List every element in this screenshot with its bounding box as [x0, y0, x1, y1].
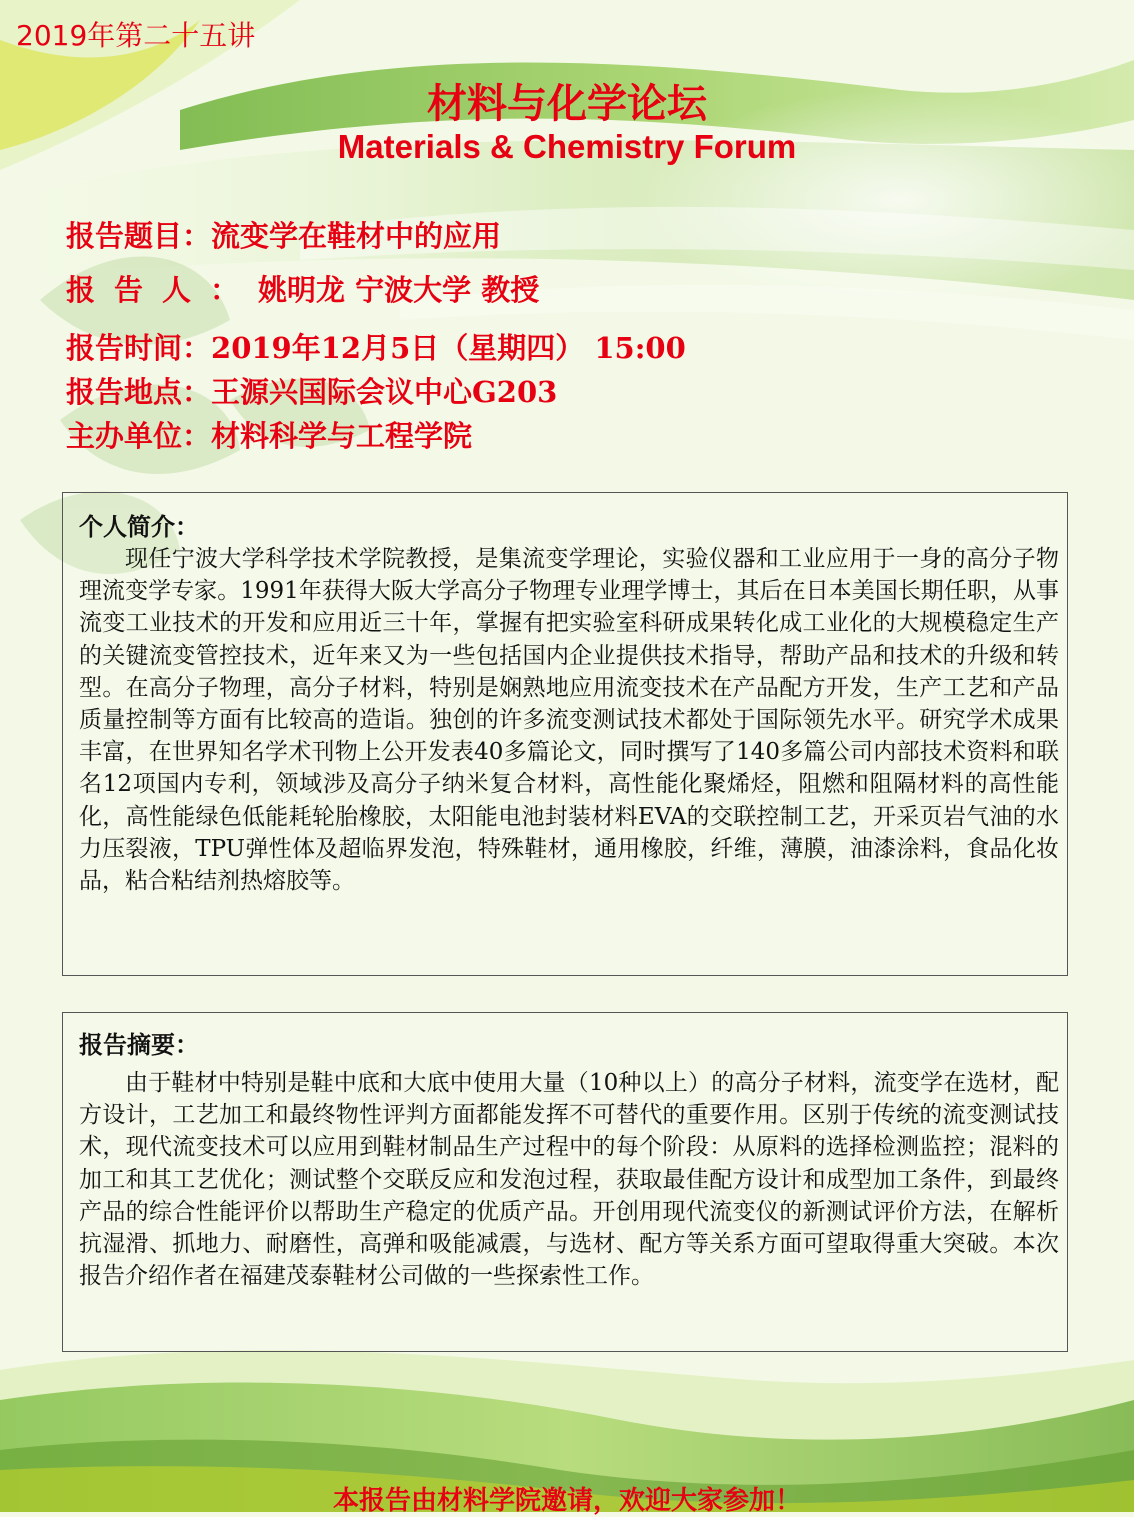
place-value: 王源兴国际会议中心G203 [211, 375, 558, 409]
bio-heading: 个人简介： [79, 513, 199, 541]
host-label: 主办单位： [66, 419, 212, 453]
speaker-label: 报告人： [66, 273, 259, 307]
bio-text: 现任宁波大学科学技术学院教授，是集流变学理论，实验仪器和工业应用于一身的高分子物理流变学专家。1991年获得大阪大学高分子物理专业理学博士，其后在日本美国长期任职，从事流变工业技术的开发和应用近三十年，掌握有把实验室科研成果转化成工业化的大规模稳定生产的关键流变管控技术，近年来又为一些包括国内企业提供技术指导，帮助产品和技术的升级和转型。在高分子物理，高分子材料，特别是娴熟地应用流变技术在产品配方开发，生产工艺和产品质量控制等方面有比较高的造诣。独创的许多流变测试技术都处于国际领先水平。研究学术成果丰富，在世界知名学术刊物上公开发表40多篇论文，同时撰写了140多篇公司内部技术资料和联名12项国内专利，领域涉及高分子纳米复合材料，高性能化聚烯烃，阻燃和阻隔材料的高性能化，高性能绿色低能耗轮胎橡胶，太阳能电池封装材料EVA的交联控制工艺，开采页岩气油的水力压裂液，TPU弹性体及超临界发泡，特殊鞋材，通用橡胶，纤维，薄膜，油漆涂料，食品化妆品，粘合粘结剂热熔胶等。 [79, 546, 1059, 895]
abstract-heading: 报告摘要： [79, 1031, 199, 1059]
time-label: 报告时间： [66, 331, 212, 365]
topic-value: 流变学在鞋材中的应用 [211, 219, 502, 253]
invitation-note: 本报告由材料学院邀请，欢迎大家参加！ [332, 1486, 801, 1516]
time-row [66, 326, 686, 367]
host-value: 材料科学与工程学院 [211, 419, 473, 453]
lecture-number: 2019年第二十五讲 [16, 19, 256, 52]
speaker-row [66, 268, 539, 309]
host-row [66, 414, 472, 455]
time-value: 2019年12月5日（星期四） 15:00 [211, 331, 686, 365]
topic-label: 报告题目： [66, 219, 212, 253]
place-row [66, 370, 557, 411]
topic-row [66, 214, 501, 255]
forum-title-cn: 材料与化学论坛 [427, 81, 707, 127]
abstract-text: 由于鞋材中特别是鞋中底和大底中使用大量（10种以上）的高分子材料，流变学在选材，配方设计，工艺加工和最终物性评判方面都能发挥不可替代的重要作用。区别于传统的流变测试技术，现代流变技术可以应用到鞋材制品生产过程中的每个阶段：从原料的选择检测监控；混料的加工和其工艺优化；测试整个交联反应和发泡过程，获取最佳配方设计和成型加工条件，到最终产品的综合性能评价以帮助生产稳定的优质产品。开创用现代流变仪的新测试评价方法，在解析抗湿滑、抓地力、耐磨性，高弹和吸能减震，与选材、配方等关系方面可望取得重大突破。本次报告介绍作者在福建茂泰鞋材公司做的一些探索性工作。 [79, 1070, 1059, 1290]
speaker-value: 姚明龙 宁波大学 教授 [258, 273, 540, 307]
place-label: 报告地点： [66, 375, 212, 409]
forum-title-en: Materials & Chemistry Forum [337, 128, 797, 165]
abstract-box [62, 1012, 1068, 1352]
bio-box [62, 492, 1068, 976]
